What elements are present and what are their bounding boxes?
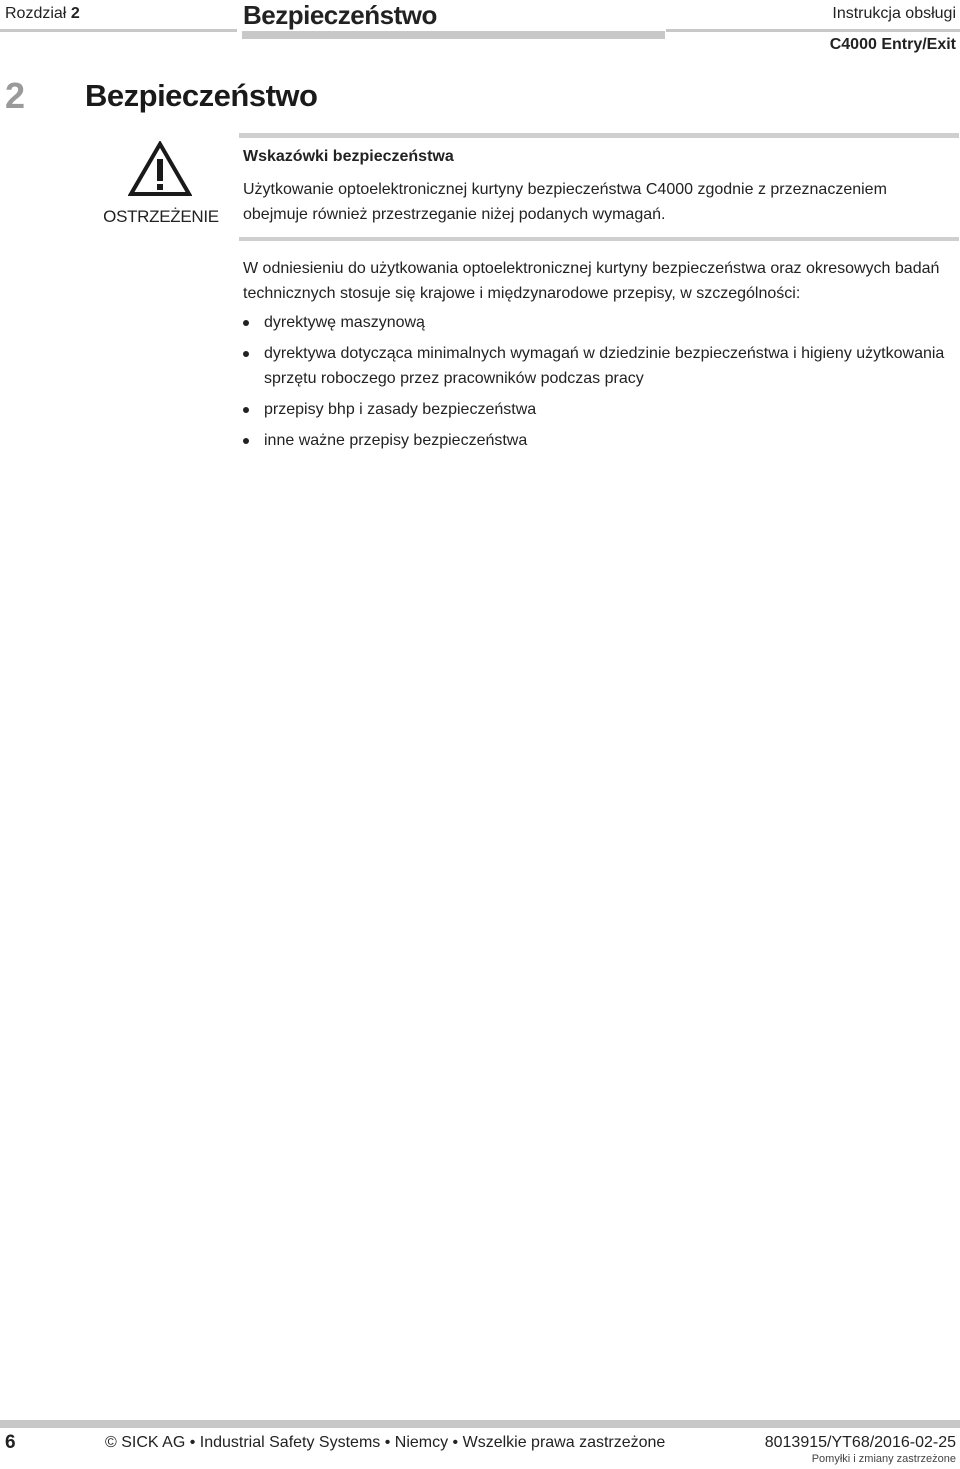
warning-rule-top	[239, 133, 959, 138]
header-product: C4000 Entry/Exit	[829, 36, 956, 53]
header-chapter	[5, 5, 80, 23]
bullet-icon	[243, 351, 249, 357]
regulation-list	[243, 310, 957, 459]
footer-copyright: © SICK AG • Industrial Safety Systems • Niemcy • Wszelkie prawa zastrzeżone	[105, 1434, 666, 1451]
list-item	[243, 310, 957, 335]
list-item-text: inne ważne przepisy bezpieczeństwa	[264, 432, 528, 449]
header-doc-type: Instrukcja obsługi	[832, 5, 956, 22]
list-item	[243, 428, 957, 453]
list-item	[243, 397, 957, 422]
list-item-text: przepisy bhp i zasady bezpieczeństwa	[264, 401, 537, 418]
bullet-icon	[243, 407, 249, 413]
header-section-title: Bezpieczeństwo	[243, 0, 437, 30]
page-number: 6	[5, 1432, 16, 1453]
list-item-text: dyrektywa dotycząca minimalnych wymagań w dziedzinie bezpieczeństwa i higieny użytkowania sprzętu roboczego przez pracowników podczas pracy	[264, 345, 945, 387]
warning-triangle-icon	[128, 141, 192, 197]
header-chapter-number: 2	[70, 5, 80, 22]
warning-text: Użytkowanie optoelektronicznej kurtyny bezpieczeństwa C4000 zgodnie z przeznaczeniem obejmuje również przestrzeganie niżej podanych wymagań.	[243, 181, 887, 223]
bullet-icon	[243, 320, 249, 326]
header-rule-middle	[242, 31, 665, 39]
header-rule-right	[666, 29, 960, 32]
body-paragraph: W odniesieniu do użytkowania optoelektronicznej kurtyny bezpieczeństwa oraz okresowych badań technicznych stosuje się krajowe i międzynarodowe przepisy, w szczególności:	[243, 260, 940, 302]
footer-note: Pomyłki i zmiany zastrzeżone	[811, 1453, 956, 1465]
list-item	[243, 341, 957, 391]
footer-rule	[0, 1420, 960, 1428]
header-rule-left	[0, 29, 237, 32]
warning-heading: Wskazówki bezpieczeństwa	[243, 148, 454, 165]
footer-doc-code: 8013915/YT68/2016-02-25	[764, 1434, 956, 1451]
warning-rule-bottom	[239, 237, 959, 241]
chapter-title: Bezpieczeństwo	[85, 78, 318, 113]
chapter-number: 2	[5, 75, 26, 116]
bullet-icon	[243, 438, 249, 444]
header-chapter-prefix: Rozdział	[5, 5, 67, 22]
list-item-text: dyrektywę maszynową	[264, 314, 425, 331]
warning-label: OSTRZEŻENIE	[103, 207, 219, 226]
